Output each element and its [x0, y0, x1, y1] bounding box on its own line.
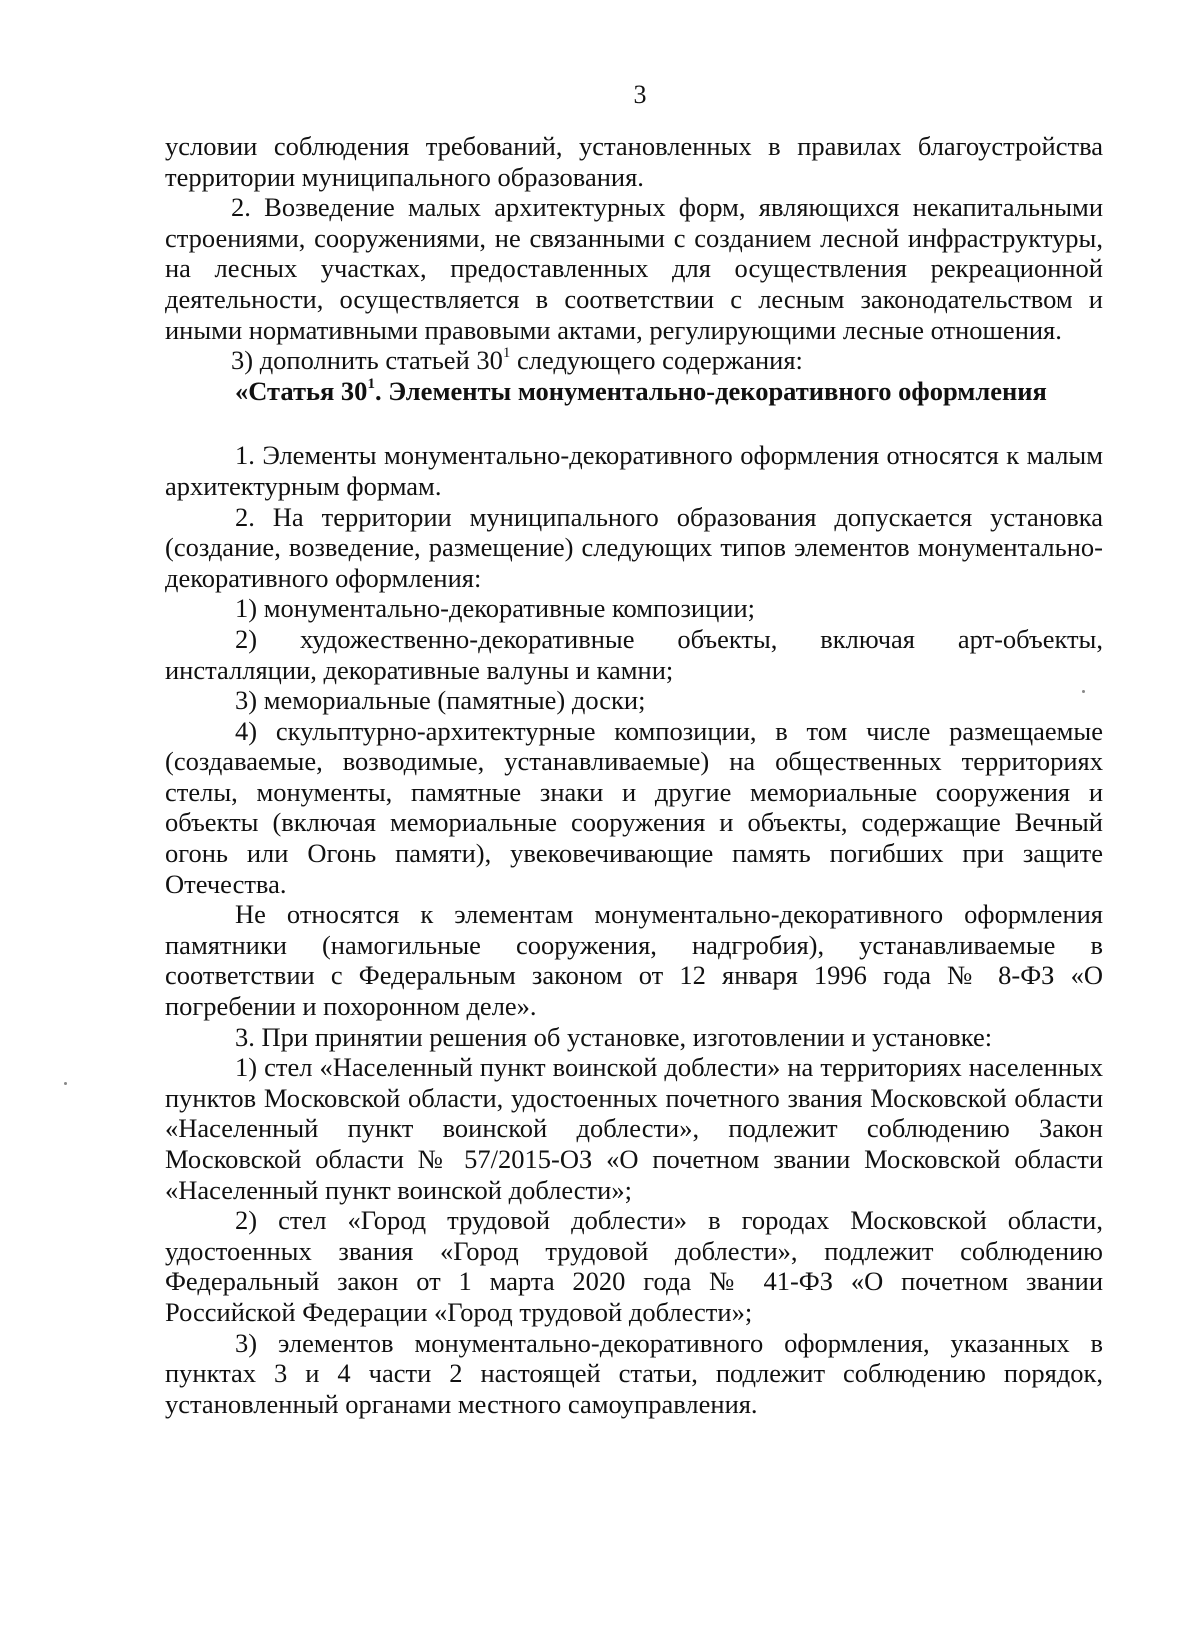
- article-clause-3: 3. При принятии решения об установке, изготовлении и установке:: [235, 1021, 993, 1052]
- superscript: 1: [502, 345, 511, 362]
- list-item-2: 2) художественно-декоративные объекты, включая арт-объекты, инсталляции, декоративные валуны и камни;: [165, 623, 1103, 685]
- page-number: 3: [633, 80, 647, 109]
- article-title-superscript: 1: [367, 375, 375, 392]
- article-clause-1: 1. Элементы монументально-декоративного оформления относятся к малым архитектурным формам.: [165, 440, 1103, 501]
- article-title-end: . Элементы монументально-декоративного оформления: [374, 375, 1047, 406]
- article-title: [165, 376, 1103, 407]
- list-item-4: 4) скульптурно-архитектурные композиции, в том числе размещаемые (создаваемые, возводимые, устанавливаемые) на общественных территориях стелы, монументы, памятные знаки и другие мемориальные сооружения и объекты (включая мемориальные сооружения и объекты, содержащие Вечный огонь или Огонь памяти), увековечивающие память погибших при защите Отечества.: [165, 715, 1103, 899]
- scan-speck: [1082, 690, 1085, 693]
- article-title-start: «Статья 30: [235, 375, 368, 406]
- article-clause-2: 2. На территории муниципального образования допускается установка (создание, возведение, размещение) следующих типов элементов монументально-декоративного оформления:: [165, 501, 1103, 593]
- scan-speck: [64, 1082, 67, 1085]
- clause-3-item-1: 1) стел «Населенный пункт воинской доблести» на территориях населенных пунктов Московской области, удостоенных почетного звания Московской области «Населенный пункт воинской доблести», подлежит соблюдению Закон Московской области № 57/2015-ОЗ «О почетном звании Московской области «Населенный пункт воинской доблести»;: [165, 1052, 1103, 1205]
- paragraph-exclusion: Не относятся к элементам монументально-декоративного оформления памятники (намогильные сооружения, надгробия), устанавливаемые в соответствии с Федеральным законом от 12 января 1996 года № 8-ФЗ «О погребении и похоронном деле».: [165, 899, 1103, 1022]
- list-item-1: 1) монументально-декоративные композиции;: [235, 593, 756, 624]
- clause-3-item-2: 2) стел «Город трудовой доблести» в городах Московской области, удостоенных звания «Город трудовой доблести», подлежит соблюдению Федеральный закон от 1 марта 2020 года № 41-ФЗ «О почетном звании Российской Федерации «Город трудовой доблести»;: [165, 1205, 1103, 1327]
- amendment-text-start: 3) дополнить статьей 30: [231, 345, 503, 376]
- paragraph-item-2: 2. Возведение малых архитектурных форм, являющихся некапитальными строениями, сооружениями, не связанными с созданием лесной инфраструктуры, на лесных участках, предоставленных для осуществления рекреационной деятельности, осуществляется в соответствии с лесным законодательством и иными нормативными правовыми актами, регулирующими лесные отношения.: [165, 192, 1103, 345]
- clause-3-item-3: 3) элементов монументально-декоративного оформления, указанных в пунктах 3 и 4 части 2 настоящей статьи, подлежит соблюдению порядок, установленный органами местного самоуправления.: [165, 1327, 1103, 1419]
- paragraph-continuation: условии соблюдения требований, установленных в правилах благоустройства территории муниципального образования.: [165, 131, 1103, 192]
- list-item-3: 3) мемориальные (памятные) доски;: [235, 685, 646, 716]
- amendment-text-end: следующего содержания:: [517, 345, 803, 376]
- document-body: [165, 131, 1103, 1419]
- paragraph-amendment: [165, 345, 1103, 376]
